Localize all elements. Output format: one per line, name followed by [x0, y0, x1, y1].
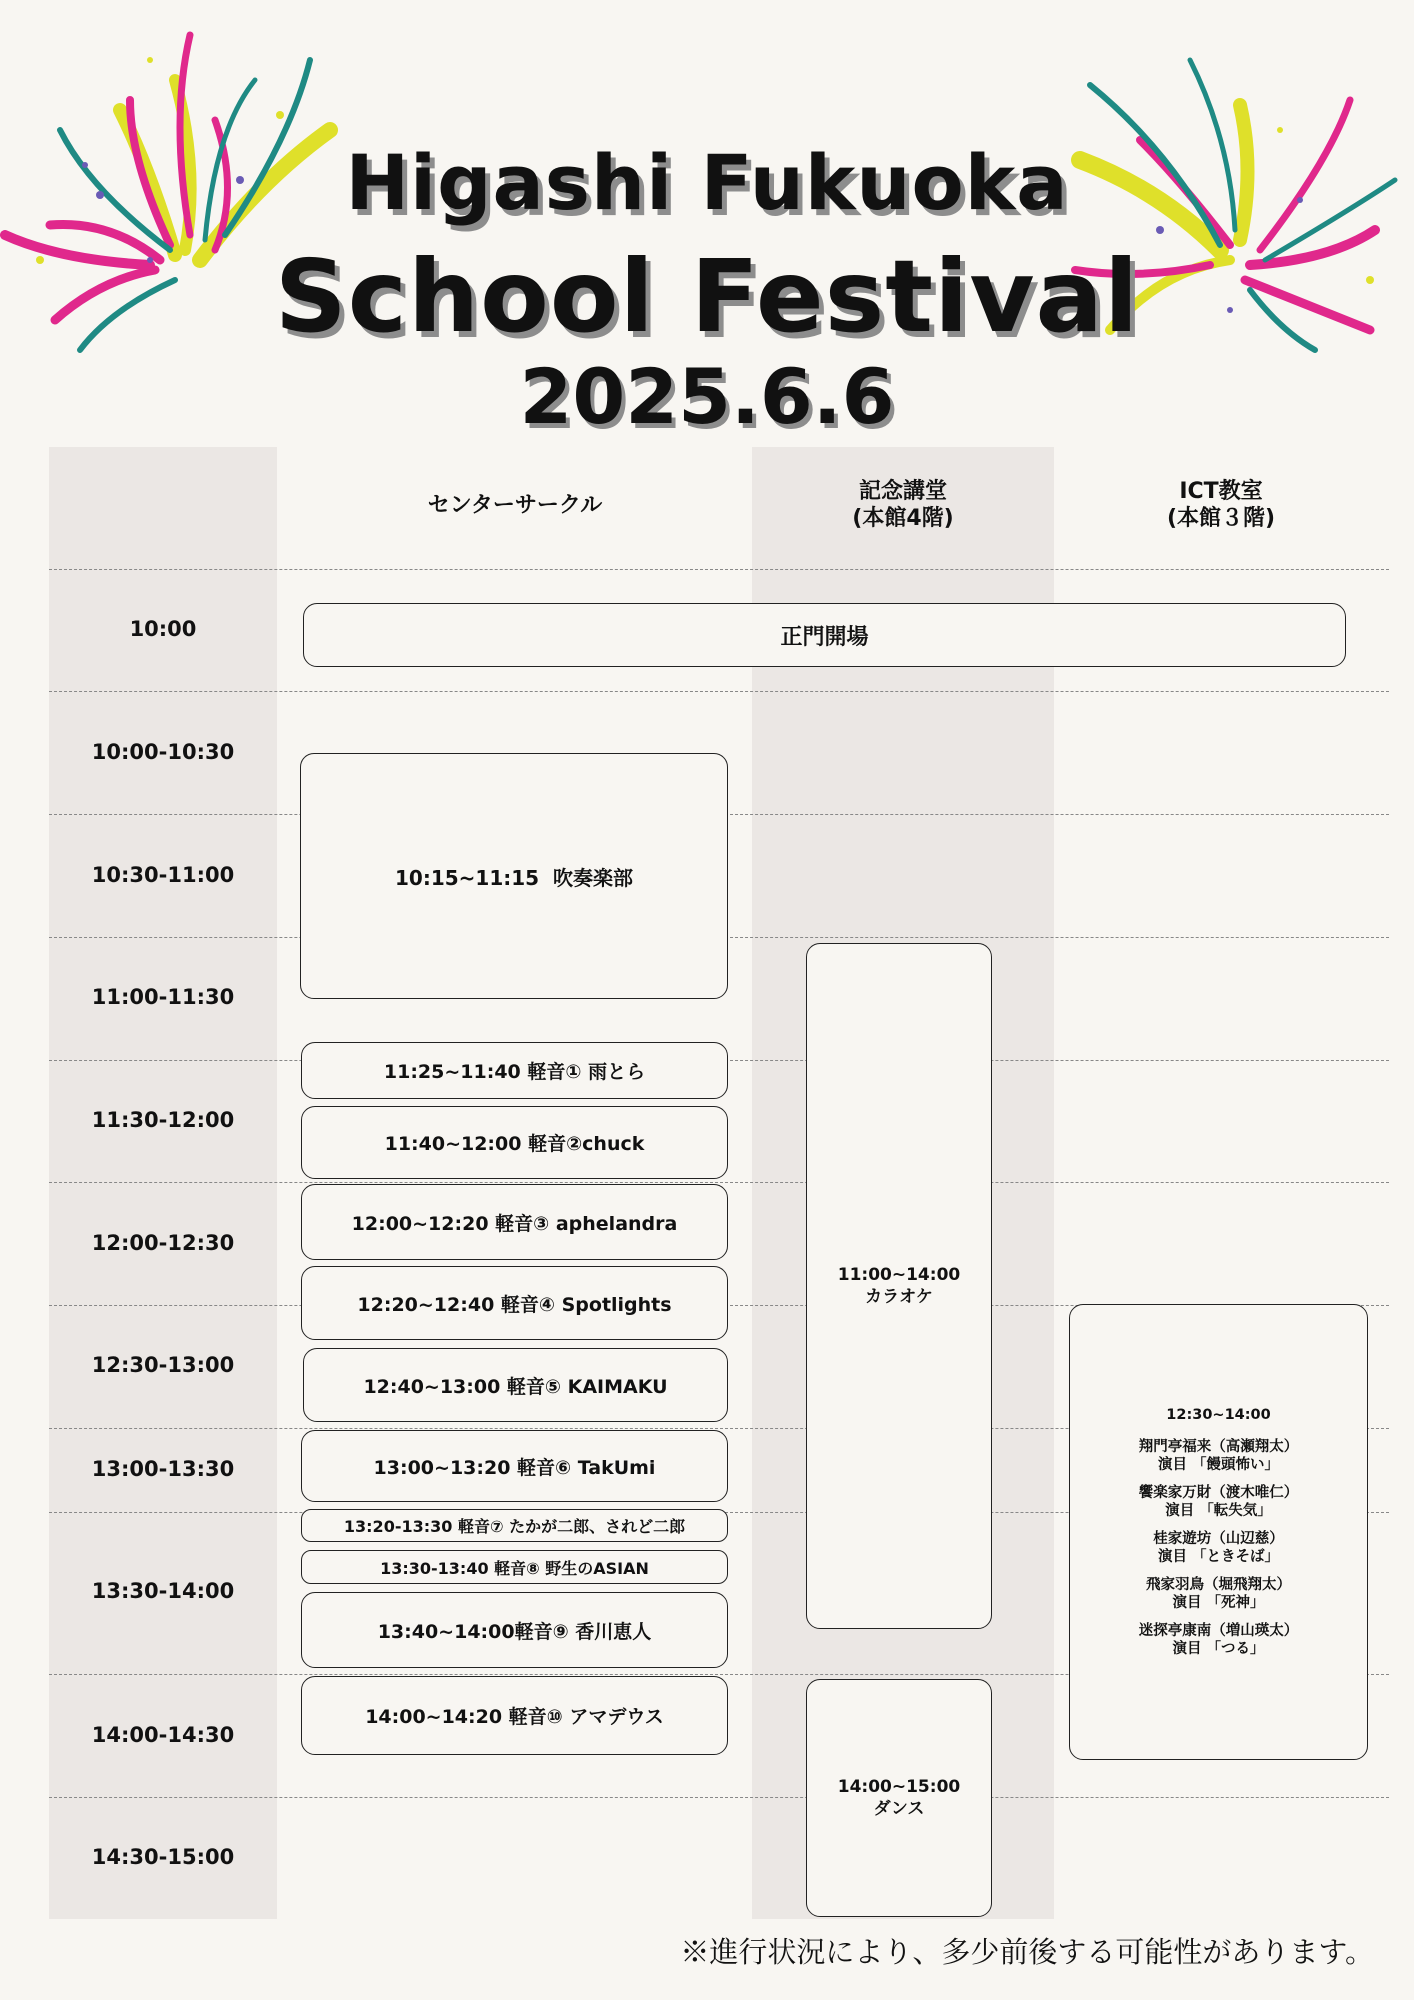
performer-piece: 演目 「転失気」 [1165, 1503, 1272, 1519]
header-memorial-hall-floor: (本館4階) [852, 506, 954, 531]
row-divider [49, 1797, 1389, 1798]
event-label: 11:40~12:00 軽音②chuck [384, 1133, 645, 1155]
event-label: 13:30-13:40 軽音⑧ 野生のASIAN [380, 1558, 649, 1578]
event-band-5 [303, 1348, 728, 1422]
event-band-6 [301, 1430, 728, 1502]
festival-date: 2025.6.6 [519, 352, 895, 441]
rakugo-time: 12:30~14:00 [1166, 1407, 1271, 1423]
row-divider [49, 569, 1389, 570]
event-band-9 [301, 1592, 728, 1668]
performer-entry [1139, 1484, 1299, 1520]
performer-name: 饗楽家万財（渡木唯仁） [1138, 1485, 1299, 1501]
row-divider [49, 691, 1389, 692]
time-label: 11:30-12:00 [91, 1108, 235, 1132]
event-label: 12:00~12:20 軽音③ aphelandra [351, 1212, 678, 1235]
schedule-disclaimer-note: ※進行状況により、多少前後する可能性があります。 [680, 1935, 1374, 1969]
performer-entry [1153, 1530, 1284, 1566]
event-band-7 [301, 1509, 728, 1542]
dance-name: ダンス [873, 1799, 925, 1819]
event-label: 13:20-13:30 軽音⑦ たかが二郎、されど二郎 [343, 1517, 686, 1536]
gate-opening-label: 正門開場 [780, 624, 869, 650]
time-label: 13:30-14:00 [91, 1579, 235, 1603]
performer-name: 飛家羽鳥（堀飛翔太） [1146, 1577, 1291, 1593]
performer-piece: 演目 「死神」 [1172, 1595, 1265, 1611]
time-column-background [49, 447, 277, 1919]
event-band-4 [301, 1266, 728, 1340]
header-ict-room [1060, 478, 1382, 532]
performer-name: 迷探亭康南（増山瑛太） [1138, 1623, 1299, 1639]
time-label: 14:30-15:00 [91, 1845, 235, 1869]
event-label: 13:40~14:00軽音⑨ 香川恵人 [377, 1620, 652, 1643]
event-label: 14:00~14:20 軽音⑩ アマデウス [365, 1706, 664, 1728]
time-label: 10:30-11:00 [91, 863, 235, 887]
header-memorial-hall-name: 記念講堂 [858, 479, 947, 504]
performer-name: 桂家遊坊（山辺慈） [1153, 1531, 1284, 1547]
time-label: 13:00-13:30 [91, 1457, 235, 1481]
header-center-circle-label: センターサークル [427, 493, 603, 518]
event-band-2 [301, 1106, 728, 1179]
performer-entry [1139, 1438, 1299, 1474]
performer-piece: 演目 「饅頭怖い」 [1157, 1457, 1280, 1473]
header-memorial-hall [752, 478, 1054, 532]
performer-entry [1139, 1622, 1299, 1658]
event-label: 12:20~12:40 軽音④ Spotlights [357, 1293, 672, 1316]
festival-title-line2: School Festival [274, 238, 1140, 355]
event-band-1 [301, 1042, 728, 1099]
karaoke-time: 11:00~14:00 [837, 1265, 961, 1285]
time-label: 10:00 [129, 617, 197, 641]
festival-title-line1: Higashi Fukuoka [345, 138, 1069, 227]
performer-piece: 演目 「ときそば」 [1157, 1549, 1280, 1565]
time-label: 12:30-13:00 [91, 1353, 235, 1377]
time-label: 11:00-11:30 [91, 985, 235, 1009]
time-label: 12:00-12:30 [91, 1231, 235, 1255]
performer-entry [1146, 1576, 1291, 1612]
event-label: 11:25~11:40 軽音① 雨とら [383, 1061, 646, 1083]
event-label: 12:40~13:00 軽音⑤ KAIMAKU [363, 1375, 668, 1398]
gate-opening-banner [303, 603, 1346, 667]
header-ict-room-name: ICT教室 [1179, 479, 1263, 504]
event-dance [806, 1679, 992, 1917]
header-center-circle [280, 492, 750, 519]
header-ict-room-floor: (本館３階) [1166, 506, 1276, 531]
time-label: 14:00-14:30 [91, 1723, 235, 1747]
row-divider [49, 1182, 1389, 1183]
event-band-8 [301, 1550, 728, 1584]
performer-piece: 演目 「つる」 [1172, 1641, 1265, 1657]
event-band-10 [301, 1676, 728, 1755]
time-label: 10:00-10:30 [91, 740, 235, 764]
event-brass-band [300, 753, 728, 999]
event-label: 13:00~13:20 軽音⑥ TakUmi [373, 1456, 656, 1479]
event-label: 10:15~11:15 吹奏楽部 [394, 865, 633, 890]
event-rakugo [1069, 1304, 1368, 1760]
performer-name: 翔門亭福来（高瀬翔太） [1138, 1439, 1299, 1455]
dance-time: 14:00~15:00 [837, 1777, 961, 1797]
event-band-3 [301, 1184, 728, 1260]
event-karaoke [806, 943, 992, 1629]
karaoke-name: カラオケ [865, 1287, 933, 1307]
